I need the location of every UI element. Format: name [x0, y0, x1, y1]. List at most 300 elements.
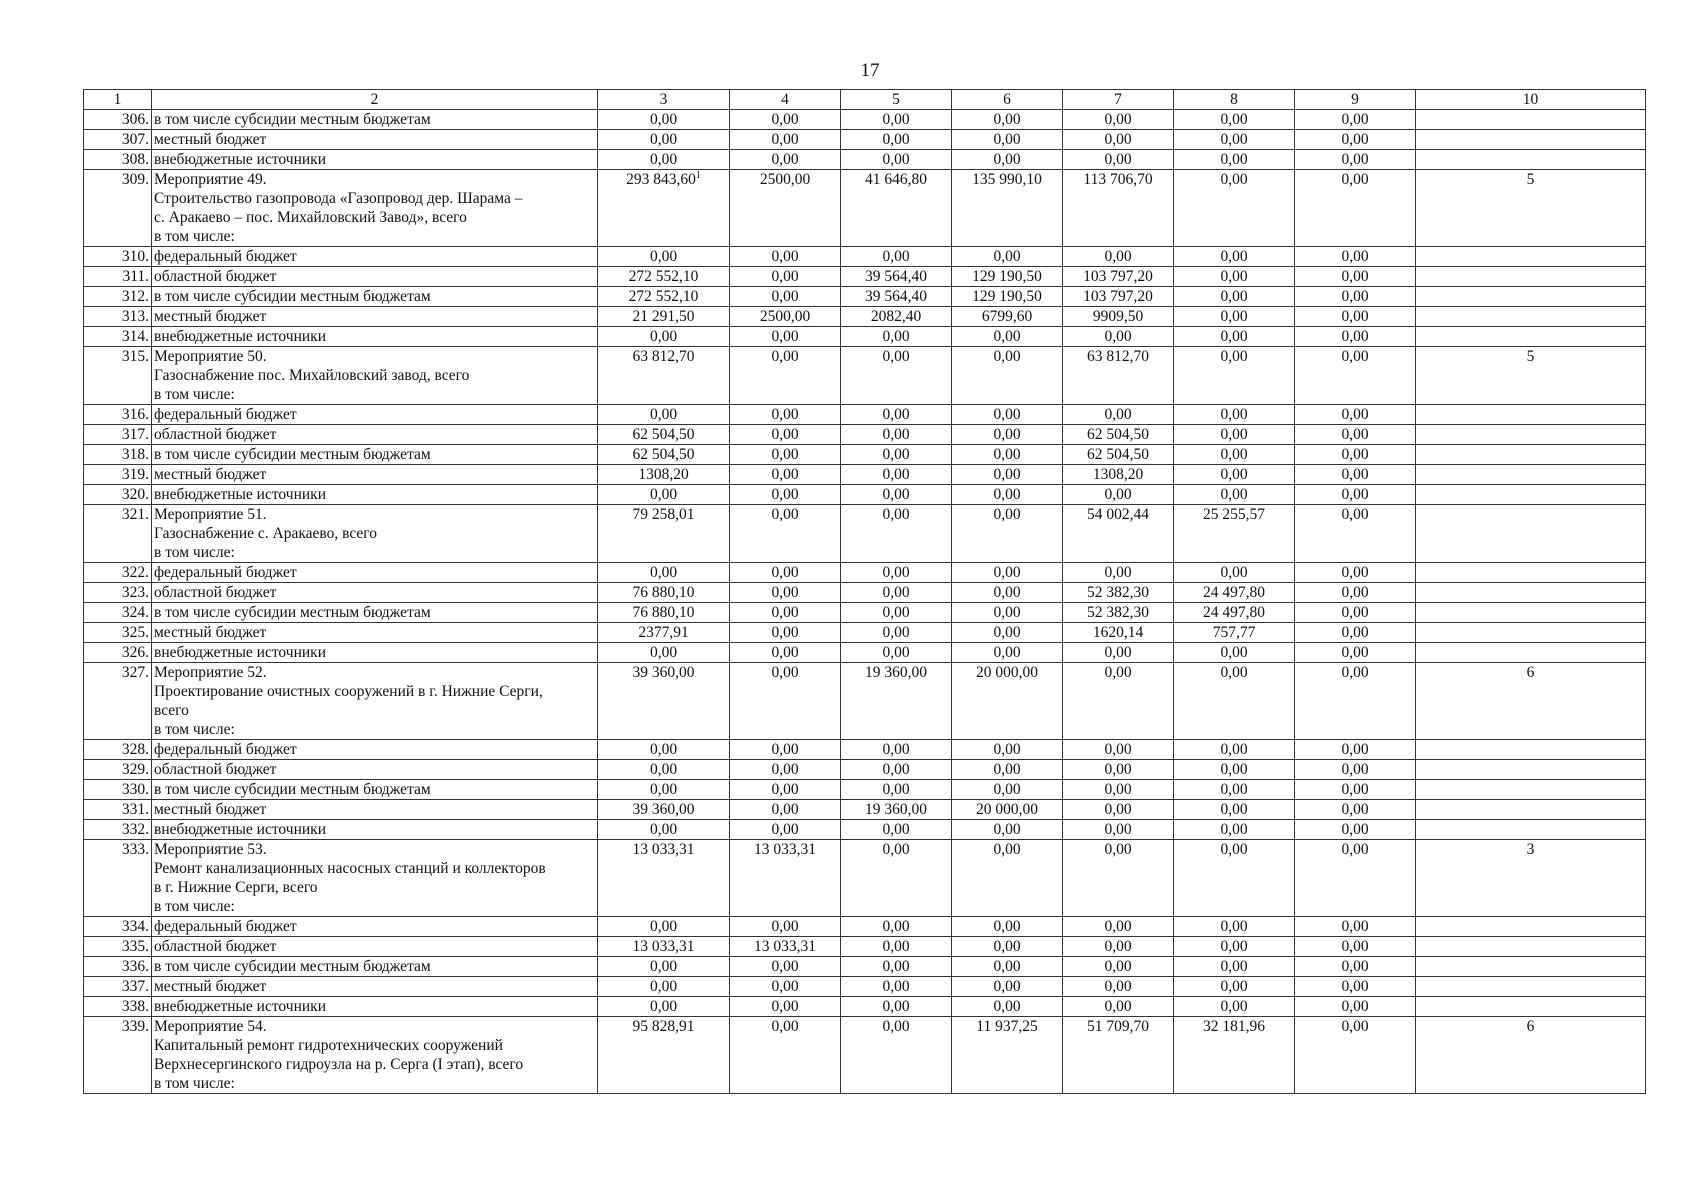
- value-text: 0,00: [993, 348, 1021, 365]
- value-cell: [730, 287, 841, 307]
- value-text: 0,00: [1341, 1018, 1369, 1035]
- value-text: 0,00: [882, 151, 910, 168]
- value-cell: [598, 780, 730, 800]
- value-cell: [952, 110, 1063, 130]
- header-cell: 9: [1295, 90, 1416, 110]
- value-cell: [598, 485, 730, 505]
- row-number: 323.: [84, 583, 152, 603]
- value-text: 0,00: [1220, 131, 1248, 148]
- value-text: 0,00: [649, 761, 678, 778]
- value-cell: [1416, 170, 1646, 247]
- value-text: 0,00: [649, 151, 678, 168]
- row-label-line: Ремонт канализационных насосных станций и коллекторов: [154, 860, 546, 877]
- row-label: [152, 465, 598, 485]
- row-label-line: областной бюджет: [154, 761, 277, 778]
- value-text: 0,00: [1104, 741, 1132, 758]
- value-cell: [1063, 445, 1174, 465]
- value-text: 0,00: [1104, 406, 1132, 423]
- value-text: 0,00: [1341, 801, 1369, 818]
- row-label-line: Мероприятие 54.: [154, 1018, 267, 1035]
- value-cell: [1174, 170, 1295, 247]
- value-text: 0,00: [1220, 151, 1248, 168]
- value-text: 272 552,10: [628, 288, 699, 305]
- value-cell: [1063, 820, 1174, 840]
- value-text: 6799,60: [981, 308, 1033, 325]
- value-cell: [1063, 405, 1174, 425]
- value-text: 0,00: [649, 248, 678, 265]
- value-cell: [1416, 445, 1646, 465]
- value-text: 0,00: [771, 761, 799, 778]
- value-cell: [730, 307, 841, 327]
- header-cell: 6: [952, 90, 1063, 110]
- value-cell: [730, 740, 841, 760]
- value-cell: [730, 917, 841, 937]
- value-text: 0,00: [1104, 664, 1132, 681]
- table-row: [84, 110, 1646, 130]
- value-text: 39 360,00: [632, 664, 695, 681]
- value-cell: [1416, 663, 1646, 740]
- value-text: 32 181,96: [1203, 1018, 1265, 1035]
- value-text: 0,00: [771, 978, 799, 995]
- row-label: [152, 347, 598, 405]
- value-cell: [841, 307, 952, 327]
- value-text: 0,00: [1341, 978, 1369, 995]
- value-cell: [730, 957, 841, 977]
- value-text: 52 382,30: [1087, 604, 1149, 621]
- value-cell: [1295, 445, 1416, 465]
- row-label: [152, 247, 598, 267]
- value-text: 0,00: [882, 761, 910, 778]
- value-cell: [1174, 780, 1295, 800]
- value-text: 103 797,20: [1083, 268, 1153, 285]
- row-label: [152, 307, 598, 327]
- value-cell: [598, 937, 730, 957]
- value-cell: [730, 603, 841, 623]
- row-label-line: федеральный бюджет: [154, 741, 297, 758]
- value-cell: [1416, 760, 1646, 780]
- value-cell: [730, 110, 841, 130]
- value-text: 0,00: [882, 918, 910, 935]
- value-text: 0,00: [1220, 406, 1248, 423]
- value-cell: [1174, 997, 1295, 1017]
- row-label: [152, 623, 598, 643]
- value-text: 52 382,30: [1087, 584, 1149, 601]
- value-text: 113 706,70: [1083, 171, 1153, 188]
- value-cell: [1174, 150, 1295, 170]
- value-cell: [952, 957, 1063, 977]
- value-cell: [1063, 307, 1174, 327]
- value-cell: [1295, 917, 1416, 937]
- value-cell: [598, 563, 730, 583]
- value-text: 0,00: [1341, 781, 1369, 798]
- value-cell: [1174, 800, 1295, 820]
- value-text: 0,00: [993, 111, 1021, 128]
- row-label-line: местный бюджет: [154, 978, 267, 995]
- value-text: 39 564,40: [865, 268, 927, 285]
- value-cell: [952, 307, 1063, 327]
- value-text: 0,00: [1220, 978, 1248, 995]
- row-label-line: Проектирование очистных сооружений в г. Нижние Серги,: [154, 683, 543, 700]
- value-text: 0,00: [1104, 151, 1132, 168]
- value-cell: [1063, 623, 1174, 643]
- row-label: [152, 110, 598, 130]
- value-cell: [1174, 977, 1295, 997]
- value-cell: [952, 840, 1063, 917]
- row-label: [152, 445, 598, 465]
- value-text: 62 504,50: [632, 446, 695, 463]
- value-text: 11 937,25: [976, 1018, 1038, 1035]
- value-cell: [598, 287, 730, 307]
- value-cell: [1174, 307, 1295, 327]
- value-cell: [952, 505, 1063, 563]
- value-text: 0,00: [1341, 664, 1369, 681]
- value-cell: [730, 1017, 841, 1094]
- value-cell: [841, 957, 952, 977]
- value-text: 0,00: [1104, 761, 1132, 778]
- value-text: 13 033,31: [632, 938, 695, 955]
- value-cell: [1416, 740, 1646, 760]
- value-cell: [598, 505, 730, 563]
- value-cell: [841, 485, 952, 505]
- value-text: 0,00: [1220, 938, 1248, 955]
- value-cell: [1295, 505, 1416, 563]
- value-text: 2500,00: [759, 171, 811, 188]
- header-cell: 5: [841, 90, 952, 110]
- row-number: 306.: [84, 110, 152, 130]
- row-label-line: в том числе:: [154, 228, 235, 245]
- value-cell: [1416, 505, 1646, 563]
- footnote-marker: 1: [695, 169, 701, 181]
- value-cell: [952, 623, 1063, 643]
- value-text: 0,00: [1341, 604, 1369, 621]
- table-row: [84, 425, 1646, 445]
- value-text: 0,00: [771, 131, 799, 148]
- value-text: 19 360,00: [865, 801, 927, 818]
- value-text: 0,00: [882, 486, 910, 503]
- value-text: 0,00: [771, 564, 799, 581]
- value-text: 103 797,20: [1083, 288, 1153, 305]
- value-text: 0,00: [1220, 268, 1248, 285]
- value-cell: [1063, 800, 1174, 820]
- value-cell: [730, 347, 841, 405]
- value-text: 0,00: [1341, 564, 1369, 581]
- value-cell: [952, 583, 1063, 603]
- value-cell: [841, 937, 952, 957]
- value-cell: [598, 267, 730, 287]
- value-text: 0,00: [1341, 171, 1369, 188]
- value-cell: [1063, 287, 1174, 307]
- value-cell: [841, 840, 952, 917]
- value-cell: [1416, 800, 1646, 820]
- value-cell: [952, 977, 1063, 997]
- row-label: [152, 130, 598, 150]
- value-cell: [1295, 583, 1416, 603]
- value-text: 0,00: [1104, 801, 1132, 818]
- value-cell: [952, 937, 1063, 957]
- value-cell: [841, 780, 952, 800]
- row-label-line: федеральный бюджет: [154, 406, 297, 423]
- row-label-line: местный бюджет: [154, 308, 267, 325]
- row-label: [152, 840, 598, 917]
- value-cell: [1174, 623, 1295, 643]
- value-text: 39 564,40: [865, 288, 927, 305]
- value-cell: [841, 917, 952, 937]
- row-label-line: всего: [154, 702, 189, 719]
- value-cell: [598, 347, 730, 405]
- value-text: 0,00: [771, 426, 799, 443]
- value-cell: [598, 150, 730, 170]
- value-text: 0,00: [771, 248, 799, 265]
- value-cell: [841, 583, 952, 603]
- header-cell: 1: [84, 90, 152, 110]
- row-label-line: в том числе субсидии местным бюджетам: [154, 958, 431, 975]
- value-text: 0,00: [1341, 328, 1369, 345]
- value-text: 0,00: [649, 958, 678, 975]
- value-text: 0,00: [1220, 426, 1248, 443]
- value-cell: [1063, 110, 1174, 130]
- value-text: 0,00: [649, 486, 678, 503]
- value-cell: [598, 957, 730, 977]
- table-row: [84, 170, 1646, 247]
- value-text: 0,00: [882, 426, 910, 443]
- row-number: 329.: [84, 760, 152, 780]
- value-cell: [1174, 740, 1295, 760]
- value-text: 79 258,01: [632, 506, 695, 523]
- row-number: 320.: [84, 485, 152, 505]
- value-cell: [841, 820, 952, 840]
- value-cell: [1295, 800, 1416, 820]
- value-cell: [1416, 130, 1646, 150]
- value-cell: [841, 445, 952, 465]
- value-cell: [730, 780, 841, 800]
- value-text: 0,00: [771, 604, 799, 621]
- value-text: 0,00: [993, 248, 1021, 265]
- value-cell: [952, 485, 1063, 505]
- row-label: [152, 663, 598, 740]
- value-text: 0,00: [1220, 171, 1248, 188]
- value-cell: [1416, 465, 1646, 485]
- row-number: 322.: [84, 563, 152, 583]
- value-cell: [598, 110, 730, 130]
- value-text: 13 033,31: [754, 938, 816, 955]
- row-label-line: Мероприятие 51.: [154, 506, 267, 523]
- value-cell: [1063, 347, 1174, 405]
- row-number: 330.: [84, 780, 152, 800]
- value-text: 0,00: [993, 644, 1021, 661]
- value-cell: [1295, 425, 1416, 445]
- value-cell: [1174, 347, 1295, 405]
- value-text: 0,00: [1341, 958, 1369, 975]
- value-text: 0,00: [993, 604, 1021, 621]
- value-cell: [730, 425, 841, 445]
- value-text: 0,00: [771, 151, 799, 168]
- value-text: 0,00: [1220, 111, 1248, 128]
- value-cell: [1295, 780, 1416, 800]
- value-cell: [598, 247, 730, 267]
- value-text: 757,77: [1212, 624, 1256, 641]
- value-cell: [1174, 405, 1295, 425]
- row-number: 314.: [84, 327, 152, 347]
- row-label: [152, 937, 598, 957]
- value-text: 0,00: [1341, 466, 1369, 483]
- value-cell: [1295, 760, 1416, 780]
- value-text: 0,00: [649, 918, 678, 935]
- value-cell: [598, 130, 730, 150]
- row-label-line: внебюджетные источники: [154, 328, 326, 345]
- row-number: 327.: [84, 663, 152, 740]
- value-cell: [841, 130, 952, 150]
- value-cell: [952, 425, 1063, 445]
- value-cell: [1174, 563, 1295, 583]
- value-cell: [1063, 1017, 1174, 1094]
- table-row: [84, 130, 1646, 150]
- value-cell: [730, 977, 841, 997]
- row-label-line: Верхнесергинского гидроузла на р. Серга (I этап), всего: [154, 1056, 524, 1073]
- value-cell: [841, 170, 952, 247]
- row-label: [152, 405, 598, 425]
- row-label: [152, 760, 598, 780]
- value-cell: [841, 247, 952, 267]
- value-cell: [1295, 1017, 1416, 1094]
- value-text: 0,00: [993, 938, 1021, 955]
- header-cell: 10: [1416, 90, 1646, 110]
- value-text: 0,00: [1220, 486, 1248, 503]
- row-number: 319.: [84, 465, 152, 485]
- value-cell: [1416, 840, 1646, 917]
- value-cell: [1174, 287, 1295, 307]
- value-cell: [1416, 977, 1646, 997]
- value-cell: [952, 563, 1063, 583]
- table-body: [84, 110, 1646, 1094]
- page-number: 17: [860, 60, 880, 81]
- row-label: [152, 957, 598, 977]
- value-cell: [1063, 760, 1174, 780]
- row-label: [152, 583, 598, 603]
- value-text: 0,00: [882, 406, 910, 423]
- value-cell: [1416, 603, 1646, 623]
- value-cell: [1063, 997, 1174, 1017]
- value-text: 129 190,50: [972, 268, 1042, 285]
- row-label-line: Строительство газопровода «Газопровод дер. Шарама –: [154, 190, 523, 207]
- value-cell: [841, 405, 952, 425]
- row-number: 339.: [84, 1017, 152, 1094]
- value-cell: [1295, 110, 1416, 130]
- value-text: 2500,00: [759, 308, 811, 325]
- value-text: 0,00: [771, 821, 799, 838]
- row-label: [152, 917, 598, 937]
- value-cell: [1295, 347, 1416, 405]
- row-label-line: в том числе:: [154, 386, 235, 403]
- value-cell: [841, 327, 952, 347]
- value-text: 0,00: [993, 978, 1021, 995]
- value-text: 0,00: [882, 741, 910, 758]
- row-label: [152, 780, 598, 800]
- value-cell: [1416, 327, 1646, 347]
- row-label: [152, 327, 598, 347]
- value-cell: [730, 130, 841, 150]
- row-label-line: внебюджетные источники: [154, 821, 326, 838]
- row-label: [152, 800, 598, 820]
- value-text: 0,00: [1220, 308, 1248, 325]
- value-cell: [1295, 150, 1416, 170]
- row-number: 316.: [84, 405, 152, 425]
- row-label-line: Мероприятие 53.: [154, 841, 267, 858]
- value-cell: [730, 583, 841, 603]
- value-text: 272 552,10: [628, 268, 699, 285]
- value-text: 0,00: [649, 741, 678, 758]
- value-text: 0,00: [771, 268, 799, 285]
- value-text: 1620,14: [1092, 624, 1144, 641]
- value-text: 0,00: [1104, 486, 1132, 503]
- header-cell: 2: [152, 90, 598, 110]
- value-text: 0,00: [1220, 761, 1248, 778]
- value-text: 0,00: [882, 958, 910, 975]
- value-cell: [730, 663, 841, 740]
- row-label-line: с. Аракаево – пос. Михайловский Завод», всего: [154, 209, 467, 226]
- value-cell: [952, 267, 1063, 287]
- value-cell: [1295, 247, 1416, 267]
- value-text: 0,00: [1220, 841, 1248, 858]
- row-label-line: федеральный бюджет: [154, 248, 297, 265]
- value-cell: [1063, 505, 1174, 563]
- value-cell: [1295, 663, 1416, 740]
- value-text: 63 812,70: [1087, 348, 1149, 365]
- value-text: 0,00: [1341, 348, 1369, 365]
- row-label-line: Капитальный ремонт гидротехнических сооружений: [154, 1037, 503, 1054]
- value-cell: [730, 445, 841, 465]
- value-text: 0,00: [993, 328, 1021, 345]
- value-cell: [1063, 583, 1174, 603]
- value-text: 0,00: [1341, 288, 1369, 305]
- row-number: 315.: [84, 347, 152, 405]
- value-text: 0,00: [993, 406, 1021, 423]
- value-text: 0,00: [1220, 781, 1248, 798]
- value-cell: [952, 760, 1063, 780]
- value-text: 0,00: [993, 486, 1021, 503]
- row-number: 318.: [84, 445, 152, 465]
- value-text: 0,00: [1220, 801, 1248, 818]
- value-text: 1308,20: [1092, 466, 1144, 483]
- row-label-line: федеральный бюджет: [154, 564, 297, 581]
- value-cell: [1174, 267, 1295, 287]
- table-row: [84, 445, 1646, 465]
- table-row: [84, 347, 1646, 405]
- value-text: 0,00: [771, 918, 799, 935]
- value-text: 0,00: [1220, 328, 1248, 345]
- value-cell: [730, 820, 841, 840]
- value-cell: [1063, 563, 1174, 583]
- value-text: 0,00: [993, 841, 1021, 858]
- table-row: [84, 957, 1646, 977]
- value-cell: [1063, 327, 1174, 347]
- value-cell: [598, 800, 730, 820]
- value-text: 0,00: [1104, 821, 1132, 838]
- value-text: 0,00: [771, 584, 799, 601]
- row-label-line: в том числе:: [154, 898, 235, 915]
- value-text: 0,00: [993, 426, 1021, 443]
- table-row: [84, 603, 1646, 623]
- value-text: 0,00: [1341, 308, 1369, 325]
- value-text: 0,00: [1220, 958, 1248, 975]
- value-cell: [1295, 307, 1416, 327]
- value-cell: [841, 643, 952, 663]
- value-text: 0,00: [649, 644, 678, 661]
- value-cell: [1295, 997, 1416, 1017]
- row-number: 337.: [84, 977, 152, 997]
- value-cell: [598, 643, 730, 663]
- value-cell: [1174, 957, 1295, 977]
- table-row: [84, 820, 1646, 840]
